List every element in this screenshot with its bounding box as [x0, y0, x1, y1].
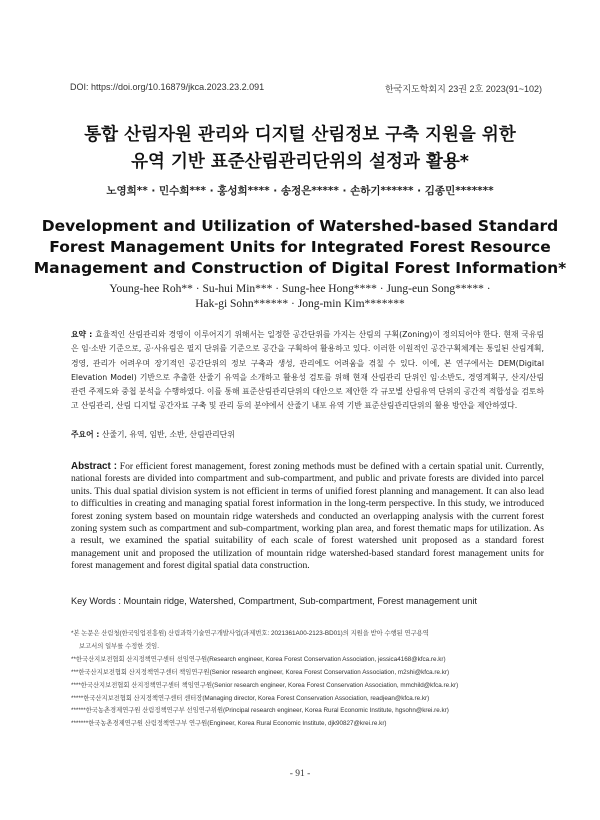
- english-authors-line: Hak-gi Sohn****** · Jong-min Kim*******: [195, 298, 405, 310]
- journal-citation: 한국지도학회지 23권 2호 2023(91~102): [384, 84, 542, 94]
- english-keywords-text: Mountain ridge, Watershed, Compartment, Sub-compartment, Forest management unit: [123, 596, 477, 606]
- running-header: [70, 82, 542, 95]
- page-number: - 91 -: [289, 769, 311, 779]
- english-keywords: [71, 596, 544, 606]
- korean-title-line: 유역 기반 표준산림관리단위의 설정과 활용*: [131, 152, 469, 172]
- korean-abstract-text: 효율적인 산림관리와 경영이 이루어지기 위해서는 일정한 공간단위를 가지는 산림의 구획(Zoning)이 정의되어야 한다. 현재 국유림은 임·소반 기준으로, 공·사유림은 필지 단위를 기준으로 공간을 구획하여 활용하고 있다. 이러한 이원적인 공간구획체계는 통일된 산림계획, 경영, 관리가 어려우며 장기적인 공간단위의 정보 구축과 생성, 관리에도 어려움을 겪칠 수 있다. 이에, 본 연구에서는 DEM(Digital Elevation Model) 기반으로 추출한 산줄기 유역을 소개하고 활용성 검토를 위해 현재 산림관리 단위인 임·소반도, 경영계획구, 산지/산림 관련 주제도와 중첩 분석을 수행하였다. 이를 통해 표준산림관리단위의 대안으로 제안한 각 규모별 산림유역 단위의 공간적 적합성을 검토하고 산림관리, 산림 디지털 공간자료 구축 및 관리 등의 분야에서 산줄기 내포 유역 기반 표준산림관리단위의 활용 방안을 제안하였다.: [71, 330, 544, 411]
- korean-keywords-label: 주요어 :: [71, 430, 100, 439]
- korean-keywords: [71, 429, 544, 440]
- doi-text: DOI: https://doi.org/10.16879/jkca.2023.23.2.091: [70, 82, 265, 92]
- korean-title-line: 통합 산림자원 관리와 디지털 산림정보 구축 지원을 위한: [84, 125, 516, 145]
- footnotes: [71, 628, 544, 731]
- english-title-line: Management and Construction of Digital Forest Information*: [33, 259, 567, 277]
- english-title-line: Forest Management Units for Integrated Forest Resource: [49, 238, 551, 256]
- english-authors: [40, 282, 560, 312]
- footnote-author: *****한국산지보전협회 산지정책연구센터 센터장(Managing director, Korea Forest Conservation Association, readjean@kfca.re.kr): [71, 694, 430, 702]
- english-authors-line: Young-hee Roh** · Su-hui Min*** · Sung-hee Hong**** · Jung-eun Song***** ·: [109, 283, 491, 295]
- english-abstract-text: For efficient forest management, forest zoning methods must be defined with a certain spatial unit. Currently, national forests are divided into compartment and sub-compartment, and public and private forests are divided into parcel units. This dual spatial division system is not efficient in terms of unified forest planning and management. It can also lead to difficulties in creating and managing spatial forest information in the long-term perspective. In this study, we introduced forest zoning system based on mountain ridge watersheds and conducted an overlapping analysis with the current forest zoning system such as compartment and sub-compartment, working plan area, and forest thematic maps for utilization. As a result, we examined the spatial suitability of each scale of forest watershed unit proposed as a standard forest management unit and proposed the utilization of mountain ridge watershed-based standard forest management units for forest management and forest digital spatial data construction.: [71, 461, 545, 572]
- english-abstract: [71, 461, 544, 573]
- korean-keywords-text: 산줄기, 유역, 임반, 소반, 산림관리단위: [101, 430, 235, 439]
- korean-abstract-label: 요약 :: [71, 330, 93, 339]
- footnote-funding-cont: 보고서의 일부를 수정한 것임.: [79, 642, 159, 650]
- footnote-author: ***한국산지보전협회 산지정책연구센터 책임연구원(Senior research engineer, Korea Forest Conservation Association, m2shi@kfca.re.kr): [71, 668, 450, 676]
- english-abstract-label: Abstract :: [71, 461, 118, 472]
- korean-authors: 노영희** · 민수희*** · 홍성희**** · 송정은***** · 손하기****** · 김종민*******: [106, 185, 494, 197]
- korean-title: [40, 122, 560, 176]
- footnote-author: ****한국산지보전협회 산지정책연구센터 책임연구원(Senior research engineer, Korea Forest Conservation Association, mmchild@kfca.re.kr): [71, 681, 459, 689]
- footnote-author: **한국산지보전협회 산지정책연구센터 선임연구원(Research engineer, Korea Forest Conservation Association, jessica4168@kfca.re.kr): [71, 655, 446, 663]
- english-title-line: Development and Utilization of Watershed-based Standard: [41, 217, 559, 235]
- footnote-funding: *본 논문은 산림청(한국임업진흥원) 산림과학기술연구개발사업(과제번호: 2021361A00-2123-BD01)의 지원을 받아 수행된 연구용역: [71, 630, 429, 637]
- korean-abstract: [71, 328, 544, 414]
- english-title: [28, 216, 572, 279]
- footnote-author: ******한국농촌경제연구원 산림정책연구부 선임연구위원(Principal research engineer, Korea Rural Economic Institute, hgsohn@krei.re.kr): [71, 707, 449, 715]
- footnote-author: *******한국농촌경제연구원 산림정책연구부 연구원(Engineer, Korea Rural Economic Institute, djk90827@krei.re.kr): [71, 720, 387, 728]
- english-keywords-label: Key Words :: [71, 596, 121, 606]
